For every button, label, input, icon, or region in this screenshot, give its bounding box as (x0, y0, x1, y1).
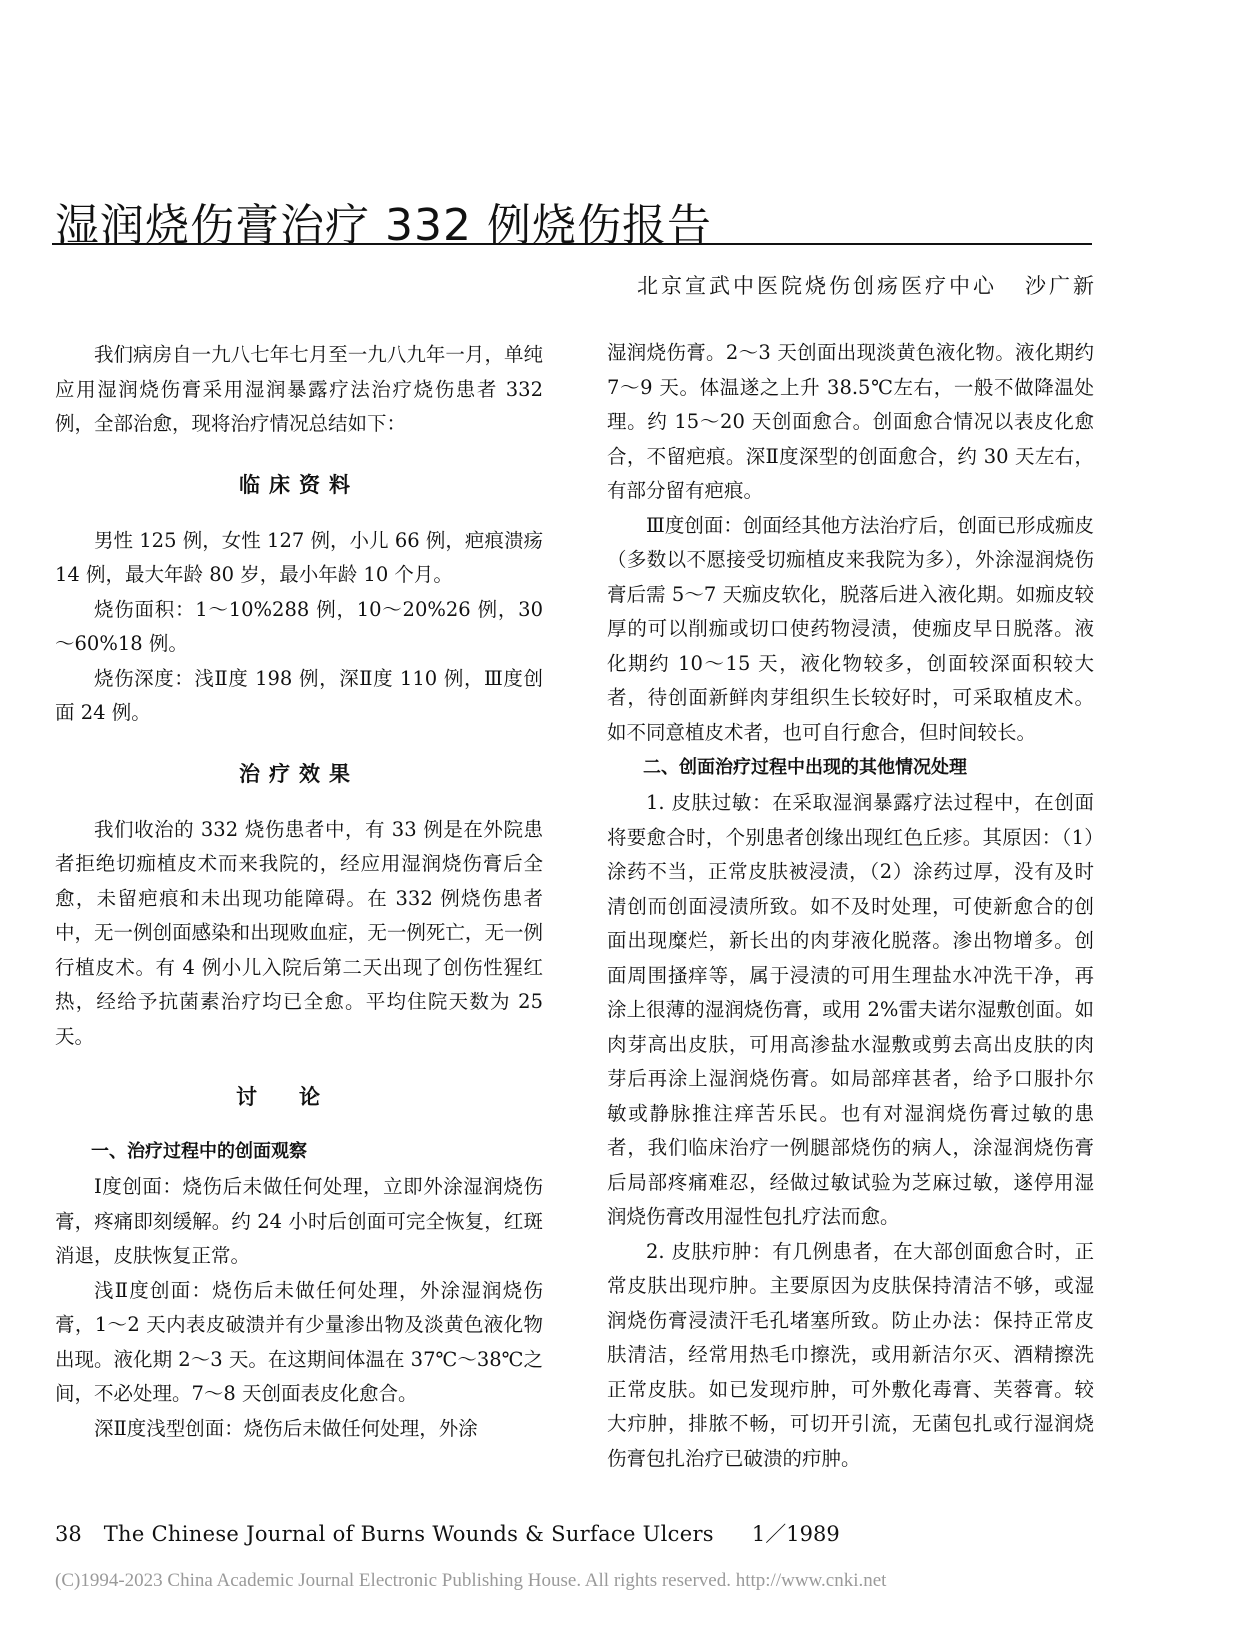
paragraph: 烧伤面积：1～10%288 例，10～20%26 例，30～60%18 例。 (55, 597, 543, 655)
right-column (607, 336, 1094, 1476)
subsection-heading: 二、创面治疗过程中出现的其他情况处理 (643, 757, 967, 778)
left-column (55, 338, 543, 1446)
copyright-notice: (C)1994-2023 China Academic Journal Electronic Publishing House. All rights reserved. http://www.cnki.net (55, 1570, 887, 1591)
subsection-heading: 一、治疗过程中的创面观察 (91, 1141, 307, 1162)
paragraph: 浅Ⅱ度创面：烧伤后未做任何处理，外涂湿润烧伤膏，1～2 天内表皮破溃并有少量渗出物及淡黄色液化物出现。液化期 2～3 天。在这期间体温在 37℃～38℃之间，不必处理。7～8 天创面表皮化愈合。 (55, 1278, 543, 1405)
paragraph: 男性 125 例，女性 127 例，小儿 66 例，疤痕溃疡 14 例，最大年龄 80 岁，最小年龄 10 个月。 (55, 528, 543, 586)
section-heading-results: 治疗效果 (239, 761, 359, 786)
intro-paragraph: 我们病房自一九八七年七月至一九八九年一月，单纯应用湿润烧伤膏采用湿润暴露疗法治疗烧伤患者 332 例，全部治愈，现将治疗情况总结如下： (55, 343, 543, 435)
paragraph: Ⅲ度创面：创面经其他方法治疗后，创面已形成痂皮（多数以不愿接受切痂植皮来我院为多），外涂湿润烧伤膏后需 5～7 天痂皮软化，脱落后进入液化期。如痂皮较厚的可以削痂或切口使药物浸渍，使痂皮早日脱落。液化期约 10～15 天，液化物较多，创面较深面积较大者，待创面新鲜肉芽组织生长较好时，可采取植皮术。如不同意植皮术者，也可自行愈合，但时间较长。 (607, 513, 1094, 744)
author-name: 沙广新 (1025, 274, 1097, 298)
section-heading-discussion: 讨论 (236, 1085, 362, 1109)
paragraph: 1. 皮肤过敏：在采取湿润暴露疗法过程中，在创面将要愈合时，个别患者创缘出现红色丘疹。其原因：（1）涂药不当，正常皮肤被浸渍，（2）涂药过厚，没有及时清创而创面浸渍所致。如不及时处理，可使新愈合的创面出现糜烂，新长出的肉芽液化脱落。渗出物增多。创面周围搔痒等，属于浸渍的可用生理盐水冲洗干净，再涂上很薄的湿润烧伤膏，或用 2%雷夫诺尔湿敷创面。如肉芽高出皮肤，可用高渗盐水湿敷或剪去高出皮肤的肉芽后再涂上湿润烧伤膏。如局部痒甚者，给予口服扑尔敏或静脉推注痒苦乐民。也有对湿润烧伤膏过敏的患者，我们临床治疗一例腿部烧伤的病人，涂湿润烧伤膏后局部疼痛难忍，经做过敏试验为芝麻过敏，遂停用湿润烧伤膏改用湿性包扎疗法而愈。 (607, 791, 1094, 1228)
paragraph: Ⅰ度创面：烧伤后未做任何处理，立即外涂湿润烧伤膏，疼痛即刻缓解。约 24 小时后创面可完全恢复，红斑消退，皮肤恢复正常。 (55, 1175, 543, 1267)
paragraph: 我们收治的 332 烧伤患者中，有 33 例是在外院患者拒绝切痂植皮术而来我院的，经应用湿润烧伤膏后全愈，未留疤痕和未出现功能障碍。在 332 例烧伤患者中，无一例创面感染和出现败血症，无一例死亡，无一例行植皮术。有 4 例小儿入院后第二天出现了创伤性猩红热，经给予抗菌素治疗均已全愈。平均住院天数为 25 天。 (55, 817, 543, 1048)
paragraph: 深Ⅱ度浅型创面：烧伤后未做任何处理，外涂 (94, 1416, 478, 1440)
title-rule (52, 243, 1092, 245)
page-footer (55, 1518, 840, 1548)
author-affiliation: 北京宣武中医院烧伤创疡医疗中心 (637, 274, 997, 298)
author-line (637, 270, 1097, 300)
section-heading-clinical-data: 临床资料 (239, 472, 359, 497)
issue-number: 1／1989 (751, 1522, 840, 1546)
page-number: 38 (55, 1522, 82, 1546)
paragraph: 湿润烧伤膏。2～3 天创面出现淡黄色液化物。液化期约 7～9 天。体温遂之上升 38.5℃左右，一般不做降温处理。约 15～20 天创面愈合。创面愈合情况以表皮化愈合，不留疤痕。深Ⅱ度深型的创面愈合，约 30 天左右，有部分留有疤痕。 (607, 341, 1094, 502)
article-title: 湿润烧伤膏治疗 332 例烧伤报告 (55, 200, 712, 252)
paragraph: 2. 皮肤疖肿：有几例患者，在大部创面愈合时，正常皮肤出现疖肿。主要原因为皮肤保持清洁不够，或湿润烧伤膏浸渍汗毛孔堵塞所致。防止办法：保持正常皮肤清洁，经常用热毛巾擦洗，或用新洁尔灭、酒精擦洗正常皮肤。如已发现疖肿，可外敷化毒膏、芙蓉膏。较大疖肿，排脓不畅，可切开引流，无菌包扎或行湿润烧伤膏包扎治疗已破溃的疖肿。 (607, 1239, 1094, 1470)
paragraph: 烧伤深度：浅Ⅱ度 198 例，深Ⅱ度 110 例，Ⅲ度创面 24 例。 (55, 666, 543, 724)
journal-name: The Chinese Journal of Burns Wounds & Surface Ulcers (103, 1522, 714, 1546)
